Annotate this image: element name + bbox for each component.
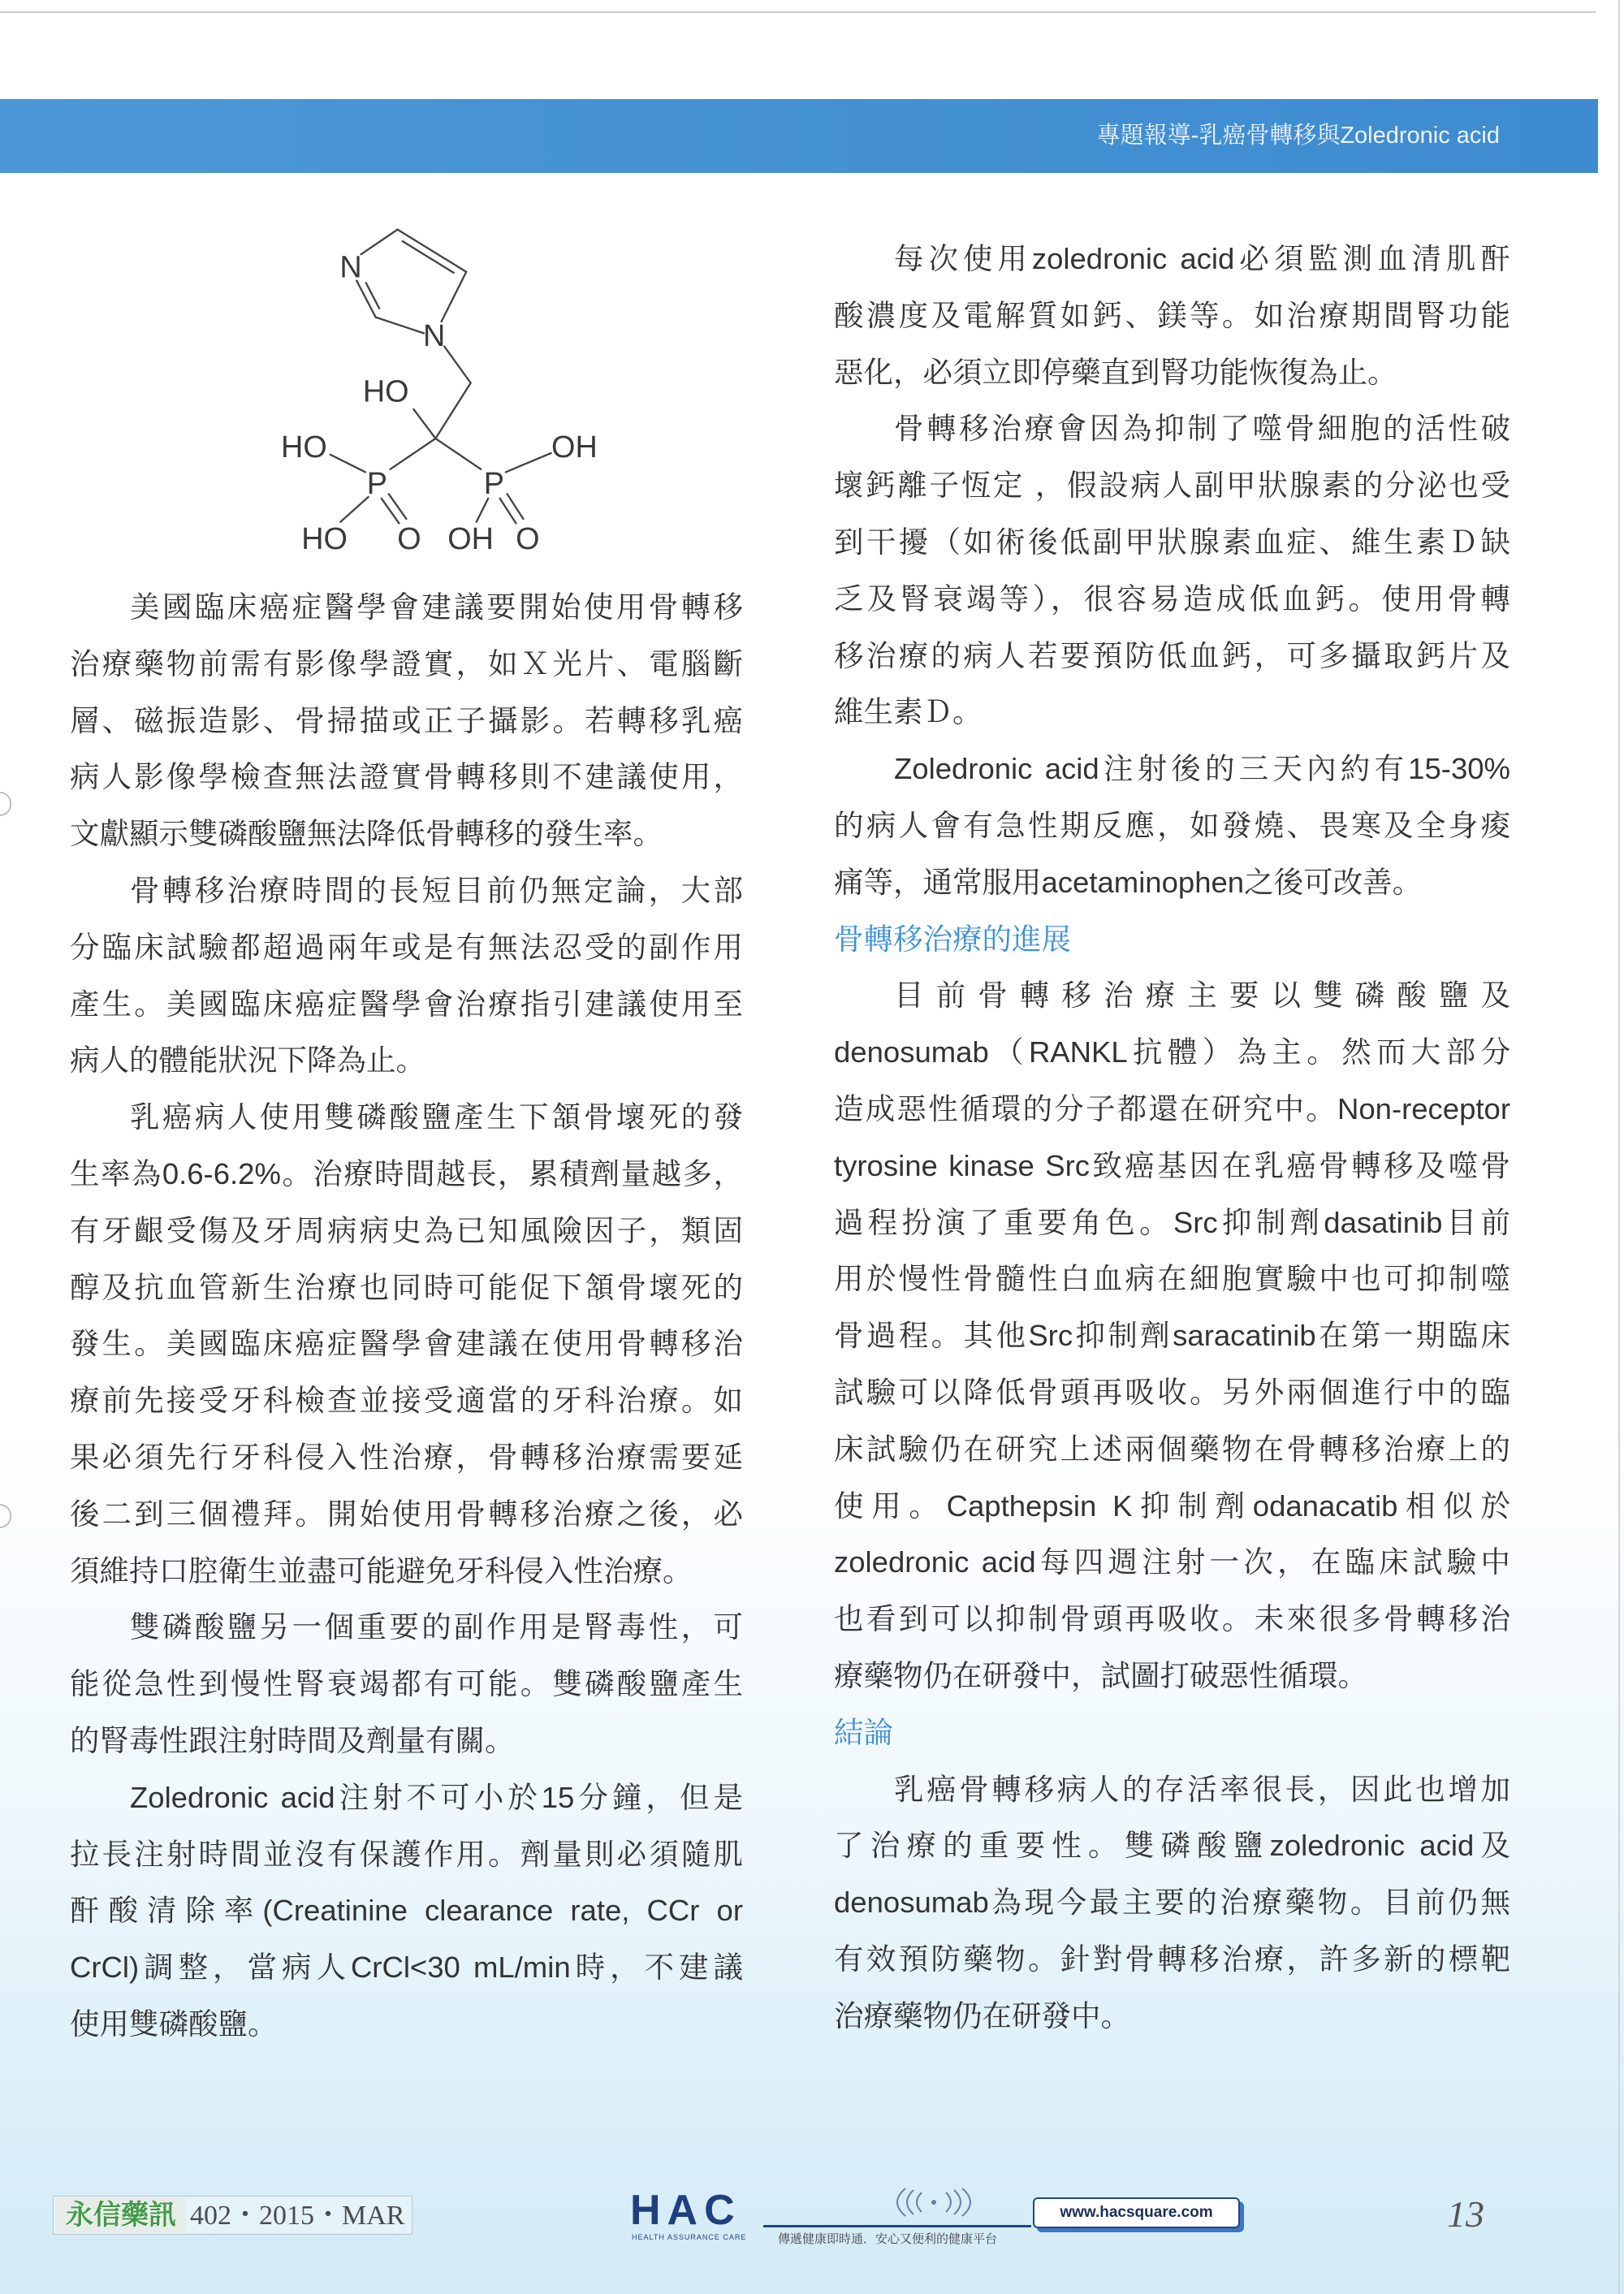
text-line: 須維持口腔衛生並盡可能避免牙科侵入性治療。 <box>70 1553 693 1588</box>
atom-label: N <box>339 250 362 285</box>
paragraph <box>70 1769 743 2053</box>
text-line: 每次使用zoledronic acid必須監測血清肌酐 <box>894 242 1510 275</box>
atom-label: HO <box>362 374 409 409</box>
bond <box>382 499 400 524</box>
text-line: 美國臨床癌症醫學會建議要開始使用骨轉移 <box>130 590 743 624</box>
text-line: 發生。美國臨床癌症醫學會建議在使用骨轉移治 <box>70 1327 743 1361</box>
bond <box>366 283 379 309</box>
bond <box>403 241 454 273</box>
text-line: 惡化，必須立即停藥直到腎功能恢復為止。 <box>834 355 1397 389</box>
paragraph <box>70 1089 743 1599</box>
atom-label: HO <box>281 430 327 464</box>
text-line: 乏及腎衰竭等），很容易造成低血鈣。使用骨轉 <box>834 581 1510 616</box>
text-line: 床試驗仍在研究上述兩個藥物在骨轉移治療上的 <box>834 1432 1510 1466</box>
binding-hole-mark <box>0 792 11 816</box>
bond <box>330 455 365 473</box>
text-line: 能從急性到慢性腎衰竭都有可能。雙磷酸鹽產生 <box>70 1667 743 1701</box>
paragraph <box>70 1599 743 1769</box>
hac-subtitle: HEALTH ASSURANCE CARE <box>632 2233 747 2241</box>
text-line: 到干擾（如術後低副甲狀腺素血症、維生素Ｄ缺 <box>834 525 1510 559</box>
paragraph <box>70 579 743 862</box>
atom-label: OH <box>551 430 598 464</box>
atom-label: P <box>483 466 505 501</box>
text-line: 療前先接受牙科檢查並接受適當的牙科治療。如 <box>70 1384 743 1418</box>
paragraph <box>70 862 743 1089</box>
page-number: 13 <box>1447 2193 1484 2235</box>
text-line: 過程扮演了重要角色。Src抑制劑dasatinib目前 <box>834 1205 1510 1239</box>
text-line: 骨過程。其他Src抑制劑saracatinib在第一期臨床 <box>834 1319 1510 1353</box>
paragraph <box>834 1761 1510 2045</box>
text-line: 乳癌骨轉移病人的存活率很長，因此也增加 <box>894 1772 1510 1806</box>
text-line: 產生。美國臨床癌症醫學會治療指引建議使用至 <box>70 987 743 1021</box>
hac-logo: HAC <box>630 2187 741 2234</box>
text-line: 酸濃度及電解質如鈣、鎂等。如治療期間腎功能 <box>834 298 1510 332</box>
scan-edge-line-right <box>1618 0 1620 2294</box>
text-line: 的病人會有急性期反應，如發燒、畏寒及全身痠 <box>834 808 1510 842</box>
text-line: 文獻顯示雙磷酸鹽無法降低骨轉移的發生率。 <box>70 817 663 851</box>
section-heading: 骨轉移治療的進展 <box>834 922 1071 956</box>
text-line: 目前骨轉移治療主要以雙磷酸鹽及 <box>894 979 1510 1013</box>
text-line: 治療藥物前需有影像學證實，如Ｘ光片、電腦斷 <box>70 646 743 680</box>
zoledronic-acid-structure <box>263 219 607 563</box>
text-line: 後二到三個禮拜。開始使用骨轉移治療之後，必 <box>70 1497 743 1531</box>
bond <box>506 453 551 472</box>
text-line: 治療藥物仍在研發中。 <box>834 1998 1130 2033</box>
text-line: 分臨床試驗都超過兩年或是有無法忍受的副作用 <box>70 930 743 964</box>
bond <box>376 318 424 334</box>
hac-tagline: 傳遞健康即時通．安心又便利的健康平台 <box>778 2232 998 2246</box>
brand-logo: 永信藥訊 <box>56 2198 186 2232</box>
atom-label: OH <box>447 522 494 557</box>
website-url: www.hacsquare.com <box>1033 2197 1240 2228</box>
text-line: 果必須先行牙科侵入性治療，骨轉移治療需要延 <box>70 1440 743 1474</box>
issue-number: 402・2015・MAR <box>190 2201 405 2231</box>
atom-label: HO <box>301 522 348 557</box>
bond <box>398 230 467 272</box>
bond <box>340 497 368 522</box>
text-line: 使用。Capthepsin K抑制劑odanacatib相似於 <box>834 1488 1510 1523</box>
text-line: Zoledronic acid注射不可小於15分鐘，但是 <box>130 1780 743 1814</box>
text-line: 用於慢性骨髓性白血病在細胞實驗中也可抑制噬 <box>834 1262 1510 1296</box>
text-line: zoledronic acid每四週注射一次，在臨床試驗中 <box>834 1545 1510 1579</box>
text-line: 骨轉移治療時間的長短目前仍無定論，大部 <box>130 873 743 907</box>
text-line: 有牙齦受傷及牙周病病史為已知風險因子，類固 <box>70 1213 743 1247</box>
paragraph <box>834 967 1510 1704</box>
text-line: 造成惡性循環的分子都還在研究中。Non-receptor <box>834 1091 1510 1125</box>
paragraph <box>834 741 1510 910</box>
text-line: 醇及抗血管新生治療也同時可能促下頷骨壞死的 <box>70 1270 743 1304</box>
text-line: 移治療的病人若要預防低血鈣，可多攝取鈣片及 <box>834 638 1510 672</box>
text-line: 拉長注射時間並沒有保護作用。劑量則必須隨肌 <box>70 1837 743 1871</box>
text-line: 使用雙磷酸鹽。 <box>70 2007 278 2041</box>
bond <box>477 499 488 522</box>
text-line: 有效預防藥物。針對骨轉移治療，許多新的標靶 <box>834 1942 1510 1976</box>
section-title: 專題報導-乳癌骨轉移與Zoledronic acid <box>1096 123 1500 149</box>
issue-label-box <box>53 2196 412 2235</box>
binding-hole-mark <box>0 1504 11 1528</box>
text-line: 乳癌病人使用雙磷酸鹽產生下頷骨壞死的發 <box>130 1100 743 1134</box>
bond <box>389 494 407 519</box>
bond <box>413 409 435 438</box>
text-line: 酐酸清除率(Creatinine clearance rate, CCr or <box>70 1894 743 1928</box>
text-line: 生率為0.6-6.2%。治療時間越長，累積劑量越多， <box>70 1156 743 1190</box>
text-line: 層、磁振造影、骨掃描或正子攝影。若轉移乳癌 <box>70 703 743 737</box>
atom-label: O <box>397 522 421 557</box>
text-line: 療藥物仍在研發中，試圖打破惡性循環。 <box>834 1658 1367 1692</box>
text-line: denosumab為現今最主要的治療藥物。目前仍無 <box>834 1886 1510 1920</box>
atom-label: O <box>516 522 540 557</box>
bond <box>444 347 470 383</box>
text-line: 維生素Ｄ。 <box>834 695 983 729</box>
text-line: CrCl)調整，當病人CrCl<30 mL/min時，不建議 <box>70 1951 743 1985</box>
bond <box>435 438 481 469</box>
left-column <box>70 579 743 2053</box>
text-line: 試驗可以降低骨頭再吸收。另外兩個進行中的臨 <box>834 1375 1510 1409</box>
text-line: Zoledronic acid注射後的三天內約有15-30% <box>894 752 1510 786</box>
atom-labels <box>281 250 598 556</box>
paragraph <box>834 231 1510 400</box>
text-line: 病人影像學檢查無法證實骨轉移則不建議使用， <box>70 760 743 794</box>
right-column <box>834 231 1510 2045</box>
text-line: 痛等，通常服用acetaminophen之後可改善。 <box>834 865 1423 899</box>
signal-waves-icon <box>873 2188 995 2217</box>
text-line: 壞鈣離子恆定 ，假設病人副甲狀腺素的分泌也受 <box>834 469 1510 503</box>
text-line: 了治療的重要性。雙磷酸鹽zoledronic acid及 <box>834 1829 1510 1863</box>
bond <box>361 230 398 255</box>
text-line: denosumab（RANKL抗體）為主。然而大部分 <box>834 1035 1510 1069</box>
paragraph <box>834 400 1510 741</box>
bond <box>435 383 470 438</box>
text-line: 病人的體能狀況下降為止。 <box>70 1043 425 1078</box>
atom-label: P <box>366 466 388 501</box>
bond <box>442 272 467 322</box>
scan-edge-line-top <box>0 11 1596 13</box>
text-line: 雙磷酸鹽另一個重要的副作用是腎毒性，可 <box>130 1610 743 1644</box>
header-bar <box>0 99 1598 173</box>
bond <box>391 438 436 469</box>
text-line: 的腎毒性跟注射時間及劑量有關。 <box>70 1723 515 1757</box>
hac-divider <box>763 2225 1031 2227</box>
bond <box>356 281 375 318</box>
text-line: 也看到可以抑制骨頭再吸收。未來很多骨轉移治 <box>834 1602 1510 1636</box>
section-heading: 結論 <box>834 1715 893 1749</box>
text-line: tyrosine kinase Src致癌基因在乳癌骨轉移及噬骨 <box>834 1148 1510 1182</box>
atom-label: N <box>422 319 446 353</box>
text-line: 骨轉移治療會因為抑制了噬骨細胞的活性破 <box>894 412 1510 446</box>
